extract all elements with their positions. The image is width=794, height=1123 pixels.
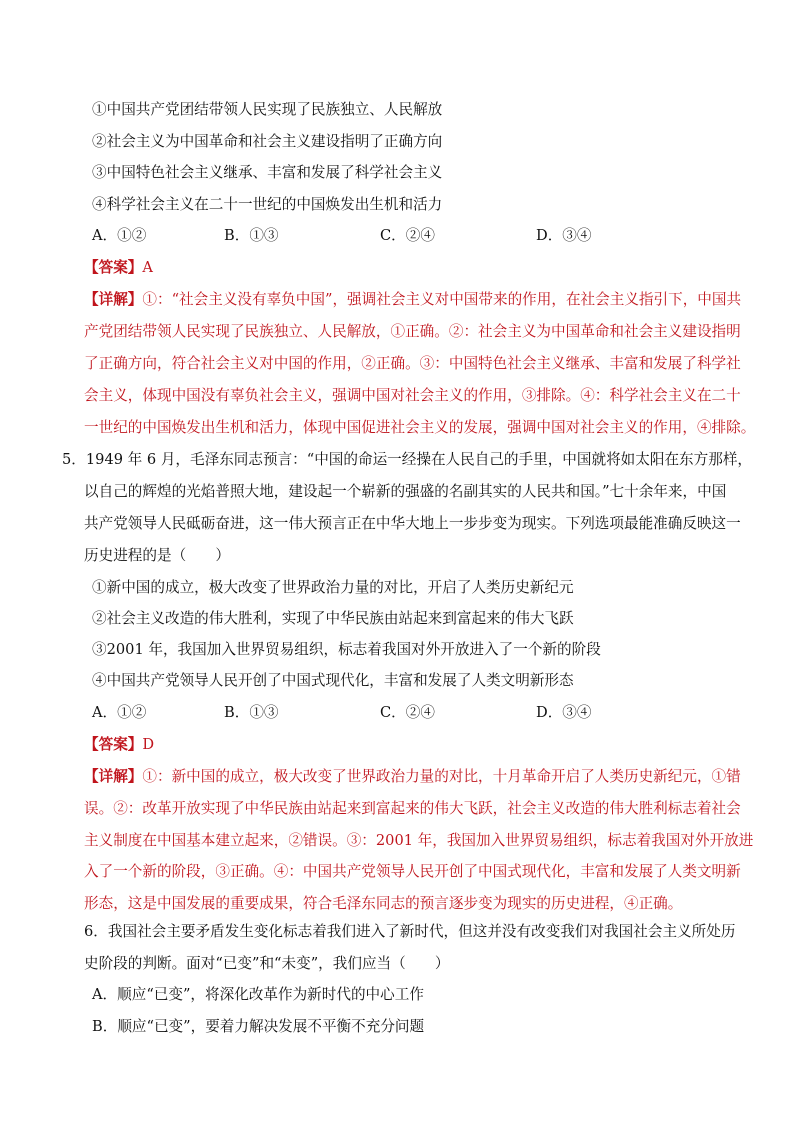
q4-option-b: B．①③ (224, 227, 279, 244)
q5-analysis-line-4: 入了一个新的阶段，③正确。④：中国共产党领导人民开创了中国式现代化，丰富和发展了人类文明新 (84, 863, 741, 880)
q4-item-4: ④科学社会主义在二十一世纪的中国焕发出生机和活力 (92, 196, 443, 213)
q5-item-1: ①新中国的成立，极大改变了世界政治力量的对比，开启了人类历史新纪元 (92, 579, 574, 596)
q5-analysis-line-3: 主义制度在中国基本建立起来，②错误。③：2001 年，我国加入世界贸易组织，标志着我国对外开放进 (84, 832, 754, 849)
q5-option-b: B．①③ (224, 704, 279, 721)
q5-item-3: ③2001 年，我国加入世界贸易组织，标志着我国对外开放进入了一个新的阶段 (92, 641, 601, 658)
q4-analysis-line-2: 产党团结带领人民实现了民族独立、人民解放，①正确。②：社会主义为中国革命和社会主义建设指明 (84, 323, 741, 340)
analysis-text: ①：新中国的成立，极大改变了世界政治力量的对比，十月革命开启了人类历史新纪元，①错 (142, 768, 741, 785)
q5-item-4: ④中国共产党领导人民开创了中国式现代化，丰富和发展了人类文明新形态 (92, 672, 574, 689)
q4-analysis-line-3: 了正确方向，符合社会主义对中国的作用，②正确。③：中国特色社会主义继承、丰富和发展了科学社 (84, 355, 741, 372)
q4-analysis-line-5 (84, 418, 755, 438)
q6-stem-line-1: 6．我国社会主要矛盾发生变化标志着我们进入了新时代，但这并没有改变我们对我国社会主义所处历 (84, 923, 736, 940)
q4-option-c: C．②④ (380, 227, 435, 244)
q6-stem-line-2: 史阶段的判断。面对“已变”和“未变”，我们应当（ ） (84, 955, 450, 972)
q5-option-a: A．①② (92, 704, 147, 721)
analysis-tag: 【详解】 (84, 291, 143, 308)
q5-analysis-line-2: 误。②：改革开放实现了中华民族由站起来到富起来的伟大飞跃，社会主义改造的伟大胜利标志着社会 (84, 800, 741, 817)
q4-option-d: D．③④ (536, 227, 592, 244)
q4-analysis-line-1 (84, 290, 741, 310)
q5-stem-line-1: 5．1949 年 6 月，毛泽东同志预言：“中国的命运一经操在人民自己的手里，中国就将如太阳在东方那样， (62, 451, 753, 468)
answer-value: A (142, 259, 153, 276)
answer-value: D (142, 736, 155, 753)
q4-item-2: ②社会主义为中国革命和社会主义建设指明了正确方向 (92, 133, 443, 150)
analysis-text: 一世纪的中国焕发出生机和活力，体现中国促进社会主义的发展，强调中国对社会主义的作用， (84, 419, 697, 436)
q5-stem-line-4: 历史进程的是（ ） (84, 547, 230, 564)
q4-option-a: A．①② (92, 227, 147, 244)
q5-stem-line-2: 以自己的辉煌的光焰普照大地，建设起一个崭新的强盛的名副其实的人民共和国。”七十余年来，中国 (84, 483, 727, 500)
analysis-text: ①：“社会主义没有辜负中国”，强调社会主义对中国带来的作用，在社会主义指引下，中国共 (142, 291, 742, 308)
answer-tag: 【答案】 (84, 259, 143, 276)
q5-option-c: C．②④ (380, 704, 435, 721)
q5-analysis-line-5: 形态，这是中国发展的重要成果，符合毛泽东同志的预言逐步变为现实的历史进程，④正确。 (84, 895, 683, 912)
q5-answer (84, 735, 154, 755)
q4-item-1: ①中国共产党团结带领人民实现了民族独立、人民解放 (92, 101, 443, 118)
answer-tag: 【答案】 (84, 736, 143, 753)
q5-option-d: D．③④ (536, 704, 592, 721)
q5-analysis-line-1 (84, 767, 741, 787)
analysis-verdict: ④排除。 (696, 419, 756, 436)
q4-answer (84, 258, 153, 278)
q4-item-3: ③中国特色社会主义继承、丰富和发展了科学社会主义 (92, 164, 443, 181)
analysis-tag: 【详解】 (84, 768, 143, 785)
q4-analysis-line-4: 会主义，体现中国没有辜负社会主义，强调中国对社会主义的作用，③排除。④：科学社会主义在二十 (84, 387, 741, 404)
q5-stem-line-3: 共产党领导人民砥砺奋进，这一伟大预言正在中华大地上一步步变为现实。下列选项最能准确反映这一 (84, 515, 741, 532)
q6-option-a: A．顺应“已变”，将深化改革作为新时代的中心工作 (92, 986, 424, 1003)
q5-item-2: ②社会主义改造的伟大胜利，实现了中华民族由站起来到富起来的伟大飞跃 (92, 610, 574, 627)
q6-option-b: B．顺应“已变”，要着力解决发展不平衡不充分问题 (92, 1018, 425, 1035)
